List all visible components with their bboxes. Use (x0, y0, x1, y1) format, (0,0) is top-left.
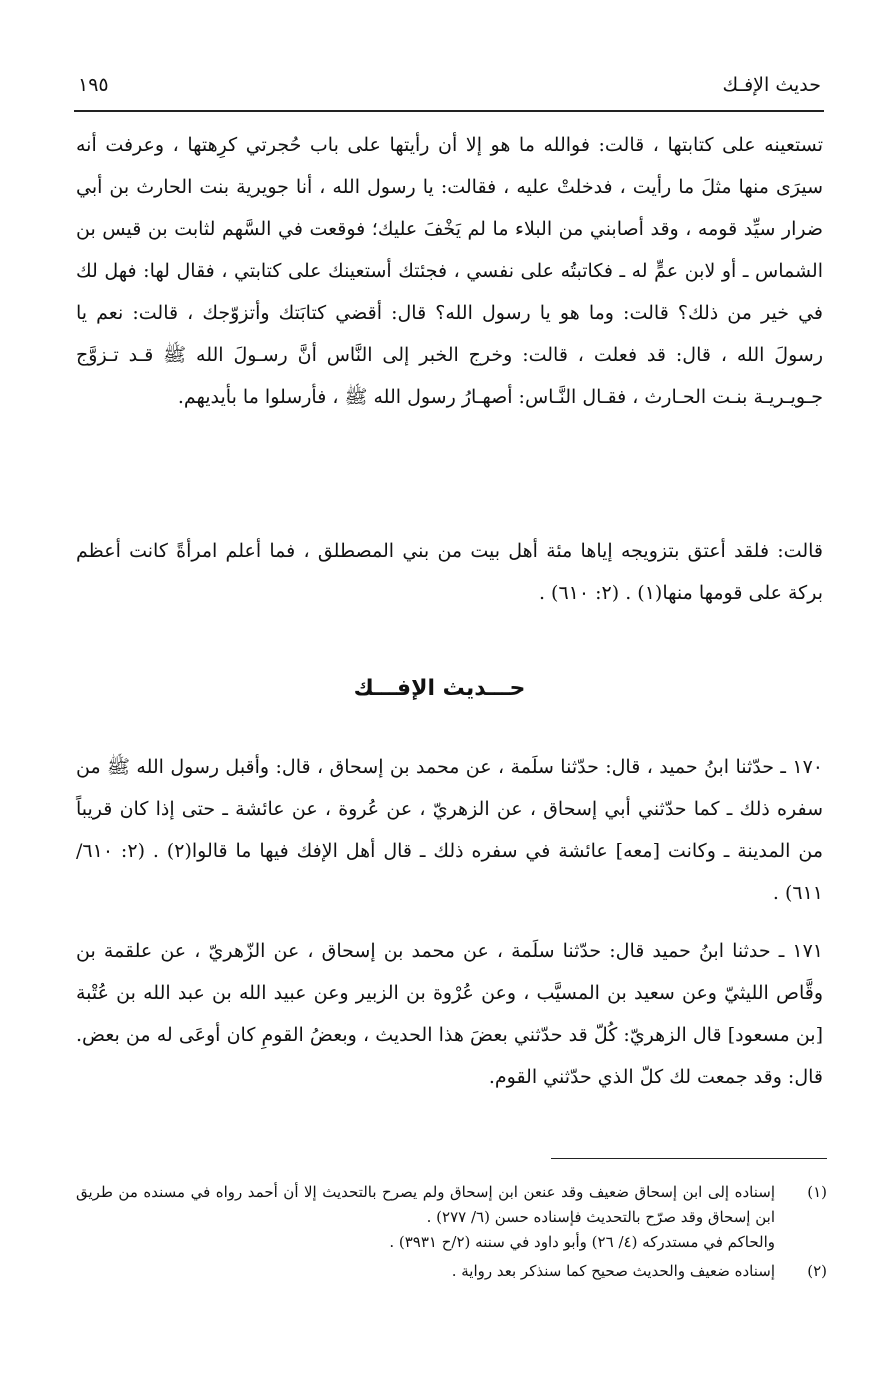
section-heading: حـــديث الإفـــك (353, 676, 526, 701)
footnote-2 (76, 1259, 827, 1284)
paragraph-freed-households (76, 530, 823, 614)
footnote-number: (١) (807, 1183, 827, 1201)
page-number: ١٩٥ (78, 74, 109, 96)
hadith-170 (76, 746, 823, 914)
footnote-text (76, 1259, 775, 1284)
paragraph-continuation (76, 124, 823, 418)
paragraph-text: قالت: فلقد أعتق بتزويجه إياها مئة أهل بيت من بني المصطلق ، فما أعلم امرأةً كانت أعظم بركة على قومها منها(١) . (٢: ٦١٠) . (76, 540, 823, 604)
footnote-line: إسناده إلى ابن إسحاق ضعيف وقد عنعن ابن إسحاق ولم يصرح بالتحديث إلا أن أحمد رواه في مسنده من طريق ابن إسحاق وقد صرّح بالتحديث فإسناده حسن (٦/ ٢٧٧) . (76, 1183, 775, 1226)
paragraph-text: تستعينه على كتابتها ، قالت: فوالله ما هو إلا أن رأيتها على باب حُجرتي كرِهتها ، وعرفت أنه سيرَى منها مثلَ ما رأيت ، فدخلتْ عليه ، فقالت: يا رسول الله ، أنا جويرية بنت الحارث بن أبي ضرار سيِّد قومه ، وقد أصابني من البلاء ما لم يَخْفَ عليك؛ فوقعت في السَّهم لثابت بن قيس بن الشماس ـ أو لابن عمٍّ له ـ فكاتبتُه على نفسي ، فجئتك أستعينك على كتابتي ، فقال لها: فهل لك في خير من ذلك؟ قالت: وما هو يا رسول الله؟ قال: أقضي كتابَتك وأتزوّجك ، قالت: نعم يا رسولَ الله ، قال: قد فعلت ، قالت: وخرج الخبر إلى النَّاس أنَّ رسـولَ الله ﷺ قـد تـزوَّج جـويـريـة بنـت الحـارث ، فقـال النَّـاس: أصهـارُ رسول الله ﷺ ، فأرسلوا ما بأيديهم. (76, 134, 823, 408)
footnote-text (76, 1180, 775, 1255)
running-title: حديث الإفـك (722, 74, 821, 96)
footnote-line: إسناده ضعيف والحديث صحيح كما سنذكر بعد رواية . (451, 1262, 775, 1280)
footnote-separator (551, 1158, 827, 1159)
paragraph-text: ١٧٠ ـ حدّثنا ابنُ حميد ، قال: حدّثنا سلَمة ، عن محمد بن إسحاق ، قال: وأقبل رسول الله ﷺ من سفره ذلك ـ كما حدّثني أبي إسحاق ، عن الزهريّ ، عن عُروة ، عن عائشة ـ حتى إذا كان قريباً من المدينة ـ وكانت [معه] عائشة في سفره ذلك ـ قال أهل الإفك فيها ما قالوا(٢) . (٢: ٦١٠/ ٦١١) . (76, 756, 823, 904)
footnote-1 (76, 1180, 827, 1255)
paragraph-text: ١٧١ ـ حدثنا ابنُ حميد قال: حدّثنا سلَمة ، عن محمد بن إسحاق ، عن الزّهريّ ، عن علقمة بن وقَّاص الليثيّ وعن سعيد بن المسيَّب ، وعن عُرْوة بن الزبير وعن عبيد الله بن عبد الله بن عُتْبة [بن مسعود] قال الزهريّ: كُلّ قد حدّثني بعضَ هذا الحديث ، وبعضُ القومِ كان أوعَى له من بعض. قال: وقد جمعت لك كلّ الذي حدّثني القوم. (76, 940, 823, 1088)
header-rule (74, 110, 824, 112)
hadith-171 (76, 930, 823, 1098)
footnote-number: (٢) (807, 1262, 827, 1280)
footnotes (76, 1180, 827, 1288)
footnote-line: والحاكم في مستدركه (٤/ ٢٦) وأبو داود في سننه (٢/ح ٣٩٣١) . (389, 1233, 775, 1251)
